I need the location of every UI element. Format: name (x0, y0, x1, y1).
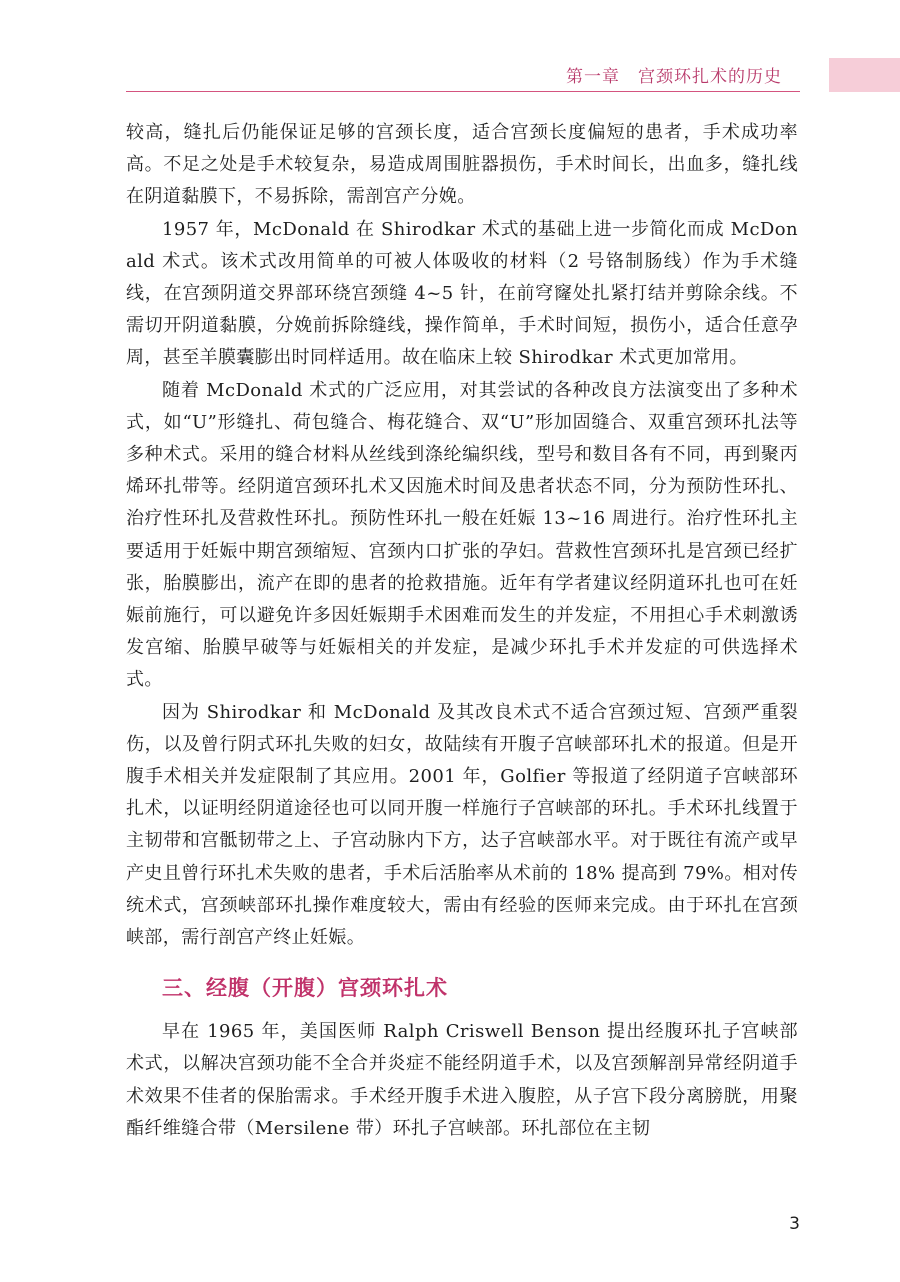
paragraph: 早在 1965 年，美国医师 Ralph Criswell Benson 提出经腹环扎子宫峡部术式，以解决宫颈功能不全合并炎症不能经阴道手术，以及宫颈解剖异常经阴道手术效果不佳者的保胎需求。手术经开腹手术进入腹腔，从子宫下段分离膀胱，用聚酯纤维缝合带（Mersilene 带）环扎子宫峡部。环扎部位在主韧 (126, 1021, 798, 1139)
page-body (126, 117, 798, 1145)
running-header (126, 58, 800, 92)
chapter-title: 第一章 宫颈环扎术的历史 (566, 67, 782, 87)
paragraph: 因为 Shirodkar 和 McDonald 及其改良术式不适合宫颈过短、宫颈严重裂伤，以及曾行阴式环扎失败的妇女，故陆续有开腹子宫峡部环扎术的报道。但是开腹手术相关并发症限制了其应用。2001 年，Golfier 等报道了经阴道子宫峡部环扎术，以证明经阴道途径也可以同开腹一样施行子宫峡部的环扎。手术环扎线置于主韧带和宫骶韧带之上、子宫动脉内下方，达子宫峡部水平。对于既往有流产或早产史且曾行环扎术失败的患者，手术后活胎率从术前的 18% 提高到 79%。相对传统术式，宫颈峡部环扎操作难度较大，需由有经验的医师来完成。由于环扎在宫颈峡部，需行剖宫产终止妊娠。 (126, 701, 798, 949)
chapter-tab-decoration (829, 58, 900, 92)
paragraph: 1957 年，McDonald 在 Shirodkar 术式的基础上进一步简化而成 McDonald 术式。该术式改用简单的可被人体吸收的材料（2 号铬制肠线）作为手术缝线，在宫颈阴道交界部环绕宫颈缝 4~5 针，在前穹窿处扎紧打结并剪除余线。不需切开阴道黏膜，分娩前拆除缝线，操作简单，手术时间短，损伤小，适合任意孕周，甚至羊膜囊膨出时同样适用。故在临床上较 Shirodkar 术式更加常用。 (126, 218, 798, 369)
paragraph: 较高，缝扎后仍能保证足够的宫颈长度，适合宫颈长度偏短的患者，手术成功率高。不足之处是手术较复杂，易造成周围脏器损伤，手术时间长，出血多，缝扎线在阴道黏膜下，不易拆除，需剖宫产分娩。 (126, 122, 798, 208)
header-rule (126, 91, 800, 92)
section-heading: 三、经腹（开腹）宫颈环扎术 (162, 976, 448, 1001)
paragraph: 随着 McDonald 术式的广泛应用，对其尝试的各种改良方法演变出了多种术式，如“U”形缝扎、荷包缝合、梅花缝合、双“U”形加固缝合、双重宫颈环扎法等多种术式。采用的缝合材料从丝线到涤纶编织线，型号和数目各有不同，再到聚丙烯环扎带等。经阴道宫颈环扎术又因施术时间及患者状态不同，分为预防性环扎、治疗性环扎及营救性环扎。预防性环扎一般在妊娠 13~16 周进行。治疗性环扎主要适用于妊娠中期宫颈缩短、宫颈内口扩张的孕妇。营救性宫颈环扎是宫颈已经扩张，胎膜膨出，流产在即的患者的抢救措施。近年有学者建议经阴道环扎也可在妊娠前施行，可以避免许多因妊娠期手术困难而发生的并发症，不用担心手术刺激诱发宫缩、胎膜早破等与妊娠相关的并发症，是减少环扎手术并发症的可供选择术式。 (126, 379, 798, 691)
page-number: 3 (789, 1214, 800, 1234)
